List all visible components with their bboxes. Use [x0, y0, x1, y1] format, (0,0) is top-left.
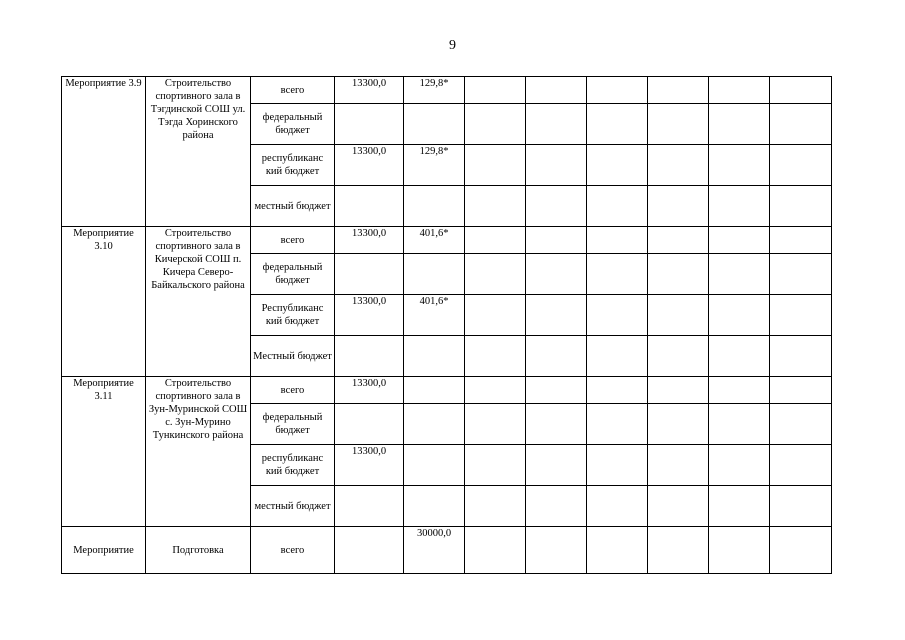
empty-cell — [465, 445, 526, 486]
empty-cell — [465, 404, 526, 445]
empty-cell — [770, 404, 832, 445]
empty-cell — [465, 186, 526, 227]
event-cell: Мероприятие 3.9 — [62, 77, 146, 227]
value-cell: 13300,0 — [335, 377, 404, 404]
empty-cell — [648, 104, 709, 145]
empty-cell — [648, 295, 709, 336]
source-cell: Местный бюджет — [251, 336, 335, 377]
empty-cell — [526, 527, 587, 574]
empty-cell — [648, 377, 709, 404]
empty-cell — [709, 295, 770, 336]
source-cell: федеральный бюджет — [251, 404, 335, 445]
empty-cell — [526, 145, 587, 186]
table-row — [62, 377, 832, 404]
empty-cell — [709, 186, 770, 227]
empty-cell — [770, 104, 832, 145]
empty-cell — [465, 377, 526, 404]
empty-cell — [526, 77, 587, 104]
empty-cell — [709, 254, 770, 295]
value-cell: 30000,0 — [404, 527, 465, 574]
description-cell: Подготовка — [146, 527, 251, 574]
source-cell: Республиканс кий бюджет — [251, 295, 335, 336]
empty-cell — [465, 486, 526, 527]
empty-cell — [709, 227, 770, 254]
value-cell — [335, 104, 404, 145]
value-cell — [335, 486, 404, 527]
value-cell — [404, 377, 465, 404]
value-cell: 401,6* — [404, 227, 465, 254]
value-cell: 401,6* — [404, 295, 465, 336]
source-cell: всего — [251, 77, 335, 104]
empty-cell — [526, 486, 587, 527]
empty-cell — [465, 295, 526, 336]
value-cell — [335, 404, 404, 445]
empty-cell — [709, 104, 770, 145]
budget-table — [61, 76, 832, 574]
source-cell: республиканс кий бюджет — [251, 145, 335, 186]
empty-cell — [526, 227, 587, 254]
empty-cell — [648, 336, 709, 377]
empty-cell — [587, 404, 648, 445]
empty-cell — [587, 227, 648, 254]
event-cell: Мероприятие 3.10 — [62, 227, 146, 377]
empty-cell — [587, 186, 648, 227]
empty-cell — [465, 254, 526, 295]
empty-cell — [526, 445, 587, 486]
value-cell — [404, 486, 465, 527]
empty-cell — [709, 77, 770, 104]
description-cell: Строительство спортивного зала в Кичерской СОШ п. Кичера Северо-Байкальского района — [146, 227, 251, 377]
empty-cell — [648, 145, 709, 186]
empty-cell — [465, 527, 526, 574]
empty-cell — [709, 445, 770, 486]
empty-cell — [526, 336, 587, 377]
empty-cell — [587, 295, 648, 336]
empty-cell — [587, 77, 648, 104]
empty-cell — [770, 527, 832, 574]
empty-cell — [770, 77, 832, 104]
empty-cell — [709, 336, 770, 377]
empty-cell — [648, 254, 709, 295]
value-cell: 13300,0 — [335, 145, 404, 186]
empty-cell — [770, 254, 832, 295]
description-cell: Строительство спортивного зала в Тэгдинской СОШ ул. Тэгда Хоринского района — [146, 77, 251, 227]
table-row — [62, 227, 832, 254]
empty-cell — [770, 336, 832, 377]
empty-cell — [587, 145, 648, 186]
empty-cell — [465, 77, 526, 104]
empty-cell — [770, 295, 832, 336]
empty-cell — [648, 527, 709, 574]
source-cell: федеральный бюджет — [251, 104, 335, 145]
value-cell: 129,8* — [404, 145, 465, 186]
value-cell: 13300,0 — [335, 77, 404, 104]
empty-cell — [709, 377, 770, 404]
empty-cell — [465, 227, 526, 254]
empty-cell — [587, 254, 648, 295]
event-cell: Мероприятие — [62, 527, 146, 574]
empty-cell — [770, 145, 832, 186]
value-cell — [404, 186, 465, 227]
empty-cell — [709, 145, 770, 186]
source-cell: всего — [251, 377, 335, 404]
source-cell: республиканс кий бюджет — [251, 445, 335, 486]
value-cell — [335, 527, 404, 574]
empty-cell — [465, 145, 526, 186]
value-cell: 13300,0 — [335, 295, 404, 336]
value-cell: 13300,0 — [335, 227, 404, 254]
value-cell — [404, 336, 465, 377]
empty-cell — [709, 404, 770, 445]
empty-cell — [526, 254, 587, 295]
empty-cell — [648, 227, 709, 254]
empty-cell — [587, 486, 648, 527]
event-cell: Мероприятие 3.11 — [62, 377, 146, 527]
value-cell — [335, 336, 404, 377]
empty-cell — [648, 445, 709, 486]
empty-cell — [465, 104, 526, 145]
table-row — [62, 527, 832, 574]
empty-cell — [770, 445, 832, 486]
empty-cell — [587, 104, 648, 145]
source-cell: всего — [251, 527, 335, 574]
empty-cell — [526, 104, 587, 145]
value-cell — [335, 254, 404, 295]
source-cell: местный бюджет — [251, 486, 335, 527]
value-cell: 129,8* — [404, 77, 465, 104]
empty-cell — [526, 295, 587, 336]
empty-cell — [465, 336, 526, 377]
empty-cell — [587, 336, 648, 377]
value-cell — [404, 104, 465, 145]
empty-cell — [526, 186, 587, 227]
empty-cell — [587, 527, 648, 574]
empty-cell — [709, 486, 770, 527]
source-cell: всего — [251, 227, 335, 254]
empty-cell — [648, 486, 709, 527]
empty-cell — [770, 486, 832, 527]
empty-cell — [648, 404, 709, 445]
description-cell: Строительство спортивного зала в Зун-Муринской СОШ с. Зун-Мурино Тункинского района — [146, 377, 251, 527]
value-cell — [404, 445, 465, 486]
empty-cell — [526, 404, 587, 445]
value-cell — [335, 186, 404, 227]
page-number: 9 — [449, 38, 456, 53]
source-cell: местный бюджет — [251, 186, 335, 227]
value-cell: 13300,0 — [335, 445, 404, 486]
empty-cell — [587, 377, 648, 404]
empty-cell — [526, 377, 587, 404]
value-cell — [404, 404, 465, 445]
empty-cell — [770, 377, 832, 404]
table-row — [62, 77, 832, 104]
source-cell: федеральный бюджет — [251, 254, 335, 295]
empty-cell — [648, 77, 709, 104]
empty-cell — [770, 186, 832, 227]
empty-cell — [587, 445, 648, 486]
value-cell — [404, 254, 465, 295]
empty-cell — [648, 186, 709, 227]
empty-cell — [770, 227, 832, 254]
empty-cell — [709, 527, 770, 574]
